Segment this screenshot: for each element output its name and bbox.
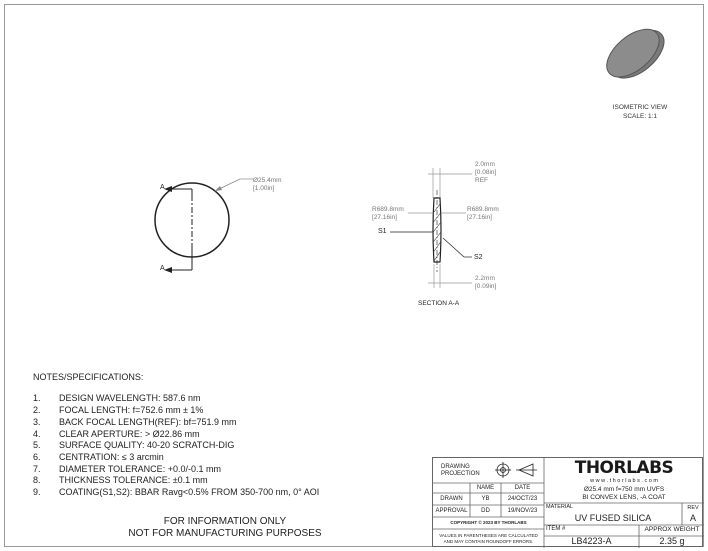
weight-value: 2.35 g — [659, 536, 685, 546]
note-text: COATING(S1,S2): BBAR Ravg<0.5% FROM 350-700 nm, 0° AOI — [59, 487, 320, 497]
note-text: THICKNESS TOLERANCE: ±0.1 mm — [59, 475, 208, 485]
note-number: 4. — [33, 429, 41, 439]
front-view-graphic — [150, 175, 260, 275]
disclaimer-line-1: FOR INFORMATION ONLY — [163, 516, 287, 527]
values-note-line-2: AND MAY CONTAIN ROUNDOFF ERRORS. — [443, 538, 534, 544]
r1-in: [27.16in] — [372, 214, 397, 221]
note-number: 6. — [33, 452, 41, 462]
material-value: UV FUSED SILICA — [574, 513, 652, 523]
item-number: LB4223-A — [571, 536, 612, 546]
item-label: ITEM # — [546, 526, 566, 532]
edge-in: [0.09in] — [475, 283, 497, 290]
thickness-mm: 2.0mm — [475, 161, 495, 168]
note-number: 5. — [33, 440, 41, 450]
disclaimer — [100, 516, 350, 540]
thickness-ref: REF — [475, 177, 488, 184]
projection-label: PROJECTION — [441, 471, 480, 477]
date-header: DATE — [514, 485, 531, 491]
note-text: CENTRATION: ≤ 3 arcmin — [59, 452, 164, 462]
isometric-title: ISOMETRIC VIEW — [612, 104, 668, 111]
note-number: 1. — [33, 393, 41, 403]
copyright: COPYRIGHT © 2023 BY THORLABS — [450, 520, 527, 525]
isometric-lens-graphic — [600, 18, 670, 90]
drawing-label: DRAWING — [441, 464, 470, 470]
isometric-scale: SCALE: 1:1 — [623, 113, 657, 120]
edge-thickness-dimension — [475, 275, 496, 291]
approval-label: APPROVAL — [435, 508, 468, 514]
diameter-mm: Ø25.4mm — [253, 177, 282, 184]
r1-mm: R689.8mm — [372, 206, 404, 213]
note-text: FOCAL LENGTH: f=752.6 mm ± 1% — [59, 405, 204, 415]
r2-mm: R689.8mm — [467, 206, 499, 213]
section-caption: SECTION A-A — [418, 300, 460, 307]
radius-s1-dimension — [372, 206, 404, 222]
values-note — [433, 533, 544, 544]
drawing-projection-label — [441, 464, 480, 478]
thickness-in: [0.08in] — [475, 169, 497, 176]
note-text: CLEAR APERTURE: > Ø22.86 mm — [59, 429, 200, 439]
isometric-view-caption — [600, 103, 680, 121]
thorlabs-logo: THORLABS — [574, 458, 674, 478]
note-text: DIAMETER TOLERANCE: +0.0/-0.1 mm — [59, 464, 221, 474]
note-number: 7. — [33, 464, 41, 474]
weight-label: APPROX WEIGHT — [644, 526, 700, 533]
material-label: MATERIAL — [546, 504, 574, 510]
note-number: 9. — [33, 487, 41, 497]
description-line-2: BI CONVEX LENS, -A COAT — [582, 493, 666, 501]
section-label-top: A — [160, 184, 165, 191]
drawn-name: YB — [481, 496, 490, 502]
rev-value: A — [689, 513, 696, 523]
title-block — [432, 457, 703, 547]
section-label-bottom: A — [160, 265, 165, 272]
note-text: DESIGN WAVELENGTH: 587.6 nm — [59, 393, 201, 403]
diameter-in: [1.00in] — [253, 185, 275, 192]
approval-name: DD — [481, 508, 490, 514]
values-note-line-1: VALUES IN PARENTHESES ARE CALCULATED — [439, 533, 538, 538]
disclaimer-line-2: NOT FOR MANUFACTURING PURPOSES — [128, 528, 322, 539]
front-diameter-dimension — [253, 177, 282, 193]
edge-mm: 2.2mm — [475, 275, 495, 282]
radius-s2-dimension — [467, 206, 499, 222]
drawn-label: DRAWN — [440, 496, 463, 502]
note-text: SURFACE QUALITY: 40-20 SCRATCH-DIG — [59, 440, 235, 450]
drawn-date: 24/OCT/23 — [507, 496, 538, 502]
note-text: BACK FOCAL LENGTH(REF): bf=751.9 mm — [59, 417, 237, 427]
note-number: 3. — [33, 417, 41, 427]
name-header: NAME — [476, 485, 495, 491]
r2-in: [27.16in] — [467, 214, 492, 221]
thickness-dimension — [475, 161, 496, 185]
note-number: 8. — [33, 475, 41, 485]
rev-label: REV — [687, 505, 699, 511]
part-description — [544, 486, 704, 501]
surface-s1-label: S1 — [378, 228, 387, 235]
notes-title: NOTES/SPECIFICATIONS: — [33, 372, 144, 382]
website: w w w . t h o r l a b s . c o m — [590, 478, 658, 484]
note-number: 2. — [33, 405, 41, 415]
surface-s2-label: S2 — [474, 254, 483, 261]
description-line-1: Ø25.4 mm f=750 mm UVFS — [583, 486, 665, 493]
approval-date: 19/NOV/23 — [507, 508, 538, 514]
